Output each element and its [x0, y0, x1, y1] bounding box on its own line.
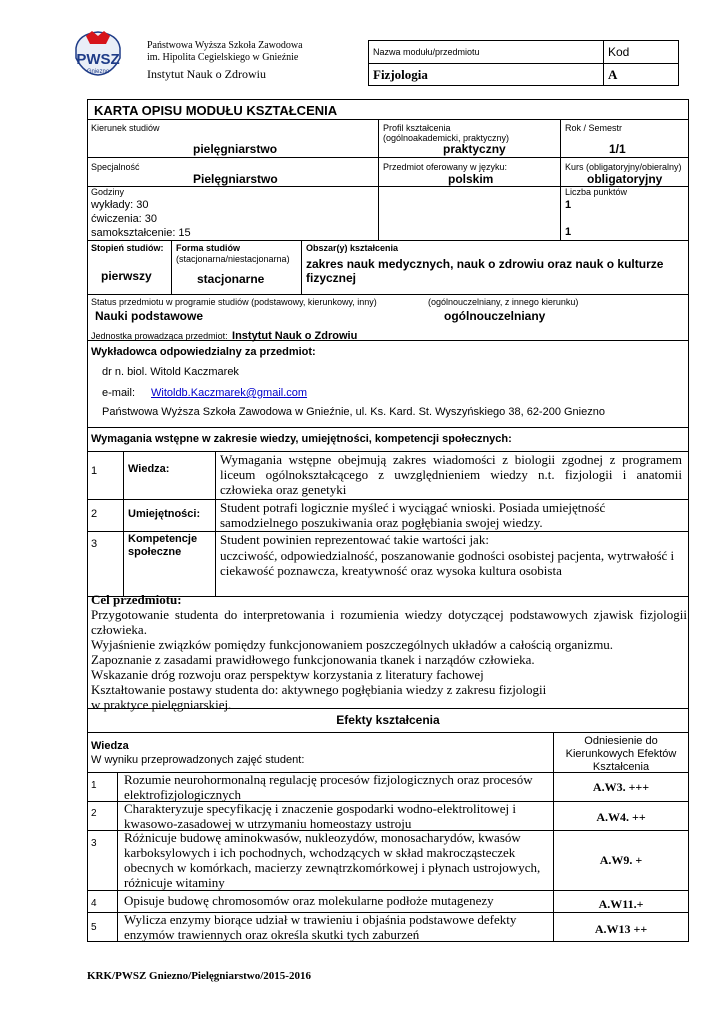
requirement-label: Kompetencje społeczne	[128, 533, 198, 558]
general-label: (ogólnouczelniany, z innego kierunku)	[428, 297, 579, 307]
specialty-value: Pielęgniarstwo	[193, 172, 278, 186]
institution-name-line1: Państwowa Wyższa Szkoła Zawodowa	[147, 40, 303, 51]
outcome-ref: A.W3. +++	[592, 780, 650, 794]
general-value: ogólnouczelniany	[444, 309, 546, 323]
outcome-num: 2	[91, 808, 97, 819]
goal-line: Przygotowanie studenta do interpretowania i rozumienia wiedzy dotyczącej podstawowych zjawisk fizjologii człowieka.	[91, 607, 687, 637]
requirement-num: 3	[91, 538, 98, 550]
outcome-num: 4	[91, 898, 97, 909]
goal-line: Wyjaśnienie związków pomiędzy funkcjonowaniem poszczególnych układów a całością organizmu.	[91, 637, 614, 652]
study-level-value: pierwszy	[101, 269, 152, 283]
module-code-value: A	[608, 67, 618, 82]
lecturer-email-label: e-mail:	[102, 387, 136, 399]
lecturer-name: dr n. biol. Witold Kaczmarek	[102, 366, 239, 378]
requirement-text: Wymagania wstępne obejmują zakres wiadomości z biologii zgodnej z programem liceum ogólnokształcącego z uwzględnieniem wiedzy n.t. fizjologii i anatomii człowieka oraz genetyki	[220, 452, 682, 497]
module-name-label: Nazwa modułu/przedmiotu	[373, 47, 480, 57]
profile-label: Profil kształcenia	[383, 123, 451, 133]
profile-sublabel: (ogólnoakademicki, praktyczny)	[383, 133, 510, 143]
card-title: KARTA OPISU MODUŁU KSZTAŁCENIA	[94, 103, 338, 118]
goal-line: Zapoznanie z zasadami prawidłowego funkcjonowania tkanek i narządów człowieka.	[91, 652, 535, 667]
specialty-label: Specjalność	[91, 162, 140, 172]
outcome-num: 1	[91, 780, 97, 791]
requirement-text-intro: Student powinien reprezentować takie wartości jak:	[220, 532, 489, 547]
outcome-text: Rozumie neurohormonalną regulację procesów fizjologicznych oraz procesów elektrofizjologicznych	[124, 772, 533, 802]
lecturer-heading: Wykładowca odpowiedzialny za przedmiot:	[91, 346, 316, 358]
course-type-label: Kurs (obligatoryjny/obieralny)	[565, 162, 682, 172]
lecturer-email-link[interactable]: Witoldb.Kaczmarek@gmail.com	[151, 387, 308, 399]
requirement-text: Student potrafi logicznie myśleć i wyciągać wnioski. Posiada umiejętność samodzielnego poszukiwania oraz pogłębiania swojej wiedzy.	[220, 500, 606, 530]
language-label: Przedmiot oferowany w języku:	[383, 162, 508, 172]
module-status-label: Status przedmiotu w programie studiów (podstawowy, kierunkowy, inny)	[91, 297, 377, 307]
hours-exercises: ćwiczenia: 30	[91, 213, 158, 225]
profile-value: praktyczny	[443, 142, 506, 156]
course-type-value: obligatoryjny	[587, 172, 663, 186]
institution-name-line2: im. Hipolita Cegielskiego w Gnieźnie	[147, 52, 299, 63]
outcomes-ref-header: Odniesienie do Kierunkowych Efektów Kształcenia	[565, 735, 677, 773]
hours-label: Godziny	[91, 187, 125, 197]
outcome-ref: A.W4. ++	[596, 810, 646, 824]
outcome-num: 5	[91, 922, 97, 933]
language-value: polskim	[448, 172, 494, 186]
teaching-unit-label: Jednostka prowadząca przedmiot:	[91, 331, 228, 341]
logo-emblem-icon	[72, 28, 124, 78]
outcome-num: 3	[91, 838, 97, 849]
outcome-ref: A.W9. +	[599, 853, 643, 867]
hours-lectures: wykłady: 30	[91, 199, 149, 211]
requirement-label: Umiejętności:	[128, 508, 201, 520]
institution-logo	[72, 28, 124, 78]
code-label: Kod	[608, 45, 630, 59]
logo-subtext: Gniezno	[86, 69, 110, 75]
field-of-study-value: pielęgniarstwo	[193, 142, 278, 156]
requirements-heading: Wymagania wstępne w zakresie wiedzy, umiejętności, kompetencji społecznych:	[91, 433, 512, 445]
year-semester-value: 1/1	[609, 142, 626, 156]
field-of-study-label: Kierunek studiów	[91, 123, 160, 133]
hours-self-study: samokształcenie: 15	[91, 227, 191, 239]
education-area-label: Obszar(y) kształcenia	[306, 243, 399, 253]
goal-line: w praktyce pielęgniarskiej.	[91, 697, 232, 712]
requirement-label: Wiedza:	[128, 463, 170, 475]
outcomes-section-sub: W wyniku przeprowadzonych zajęć student:	[91, 754, 305, 766]
teaching-unit-value: Instytut Nauk o Zdrowiu	[232, 330, 358, 342]
logo-text: PWSZ	[76, 51, 120, 68]
outcomes-section: Wiedza	[91, 740, 129, 752]
outcome-text: Wylicza enzymy biorące udział w trawieniu i objaśnia podstawowe defekty enzymów trawiennych oraz określa skutki tych zaburzeń	[124, 912, 517, 942]
goal-heading: Cel przedmiotu:	[91, 592, 182, 607]
ects-points-value: 1	[565, 199, 572, 211]
ects-points-label: Liczba punktów	[565, 187, 628, 197]
study-level-label: Stopień studiów:	[91, 243, 164, 253]
outcome-ref: A.W13 ++	[594, 922, 648, 936]
study-form-value: stacjonarne	[197, 272, 265, 286]
ects-points-value-2: 1	[565, 226, 572, 238]
footer-text: KRK/PWSZ Gniezno/Pielęgniarstwo/2015-2016	[87, 970, 311, 982]
outcome-text: Charakteryzuje specyfikację i znaczenie gospodarki wodno-elektrolitowej i kwasowo-zasadowej w utrzymaniu homeostazy ustroju	[124, 801, 517, 831]
requirement-num: 1	[91, 465, 98, 477]
outcomes-heading: Efekty kształcenia	[336, 713, 440, 727]
outcome-text: Różnicuje budowę aminokwasów, nukleozydów, monosacharydów, kwasów karboksylowych i ich pochodnych, wchodzących w skład makrocząsteczek obecnych w komórkach, macierzy zewnątrzkomórkowej i płynach ustrojowych, różnicuje witaminy	[124, 830, 541, 890]
requirement-num: 2	[91, 508, 98, 520]
year-semester-label: Rok / Semestr	[565, 123, 623, 133]
goal-line: Wskazanie dróg rozwoju oraz perspektyw korzystania z literatury fachowej	[91, 667, 484, 682]
study-form-sublabel: (stacjonarna/niestacjonarna)	[176, 254, 290, 264]
outcome-text: Opisuje budowę chromosomów oraz molekularne podłoże mutagenezy	[124, 893, 494, 908]
module-name-value: Fizjologia	[373, 67, 428, 82]
module-status-value: Nauki podstawowe	[95, 309, 204, 323]
study-form-label: Forma studiów	[176, 243, 241, 253]
goal-line: Kształtowanie postawy studenta do: aktywnego pogłębiania wiedzy z zakresu fizjologii	[91, 682, 547, 697]
lecturer-address: Państwowa Wyższa Szkoła Zawodowa w Gnieźnie, ul. Ks. Kard. St. Wyszyńskiego 38, 62-200 Gniezno	[102, 406, 605, 418]
education-area-value: zakres nauk medycznych, nauk o zdrowiu oraz nauk o kulturze fizycznej	[306, 257, 664, 285]
outcome-ref: A.W11.+	[598, 897, 644, 911]
institute-name: Instytut Nauk o Zdrowiu	[147, 67, 266, 81]
requirement-text: uczciwość, odpowiedzialność, poszanowanie godności osobistej pacjenta, wytrwałość i ciekawość poznawcza, kreatywność oraz wysoka kultura osobista	[220, 548, 675, 578]
